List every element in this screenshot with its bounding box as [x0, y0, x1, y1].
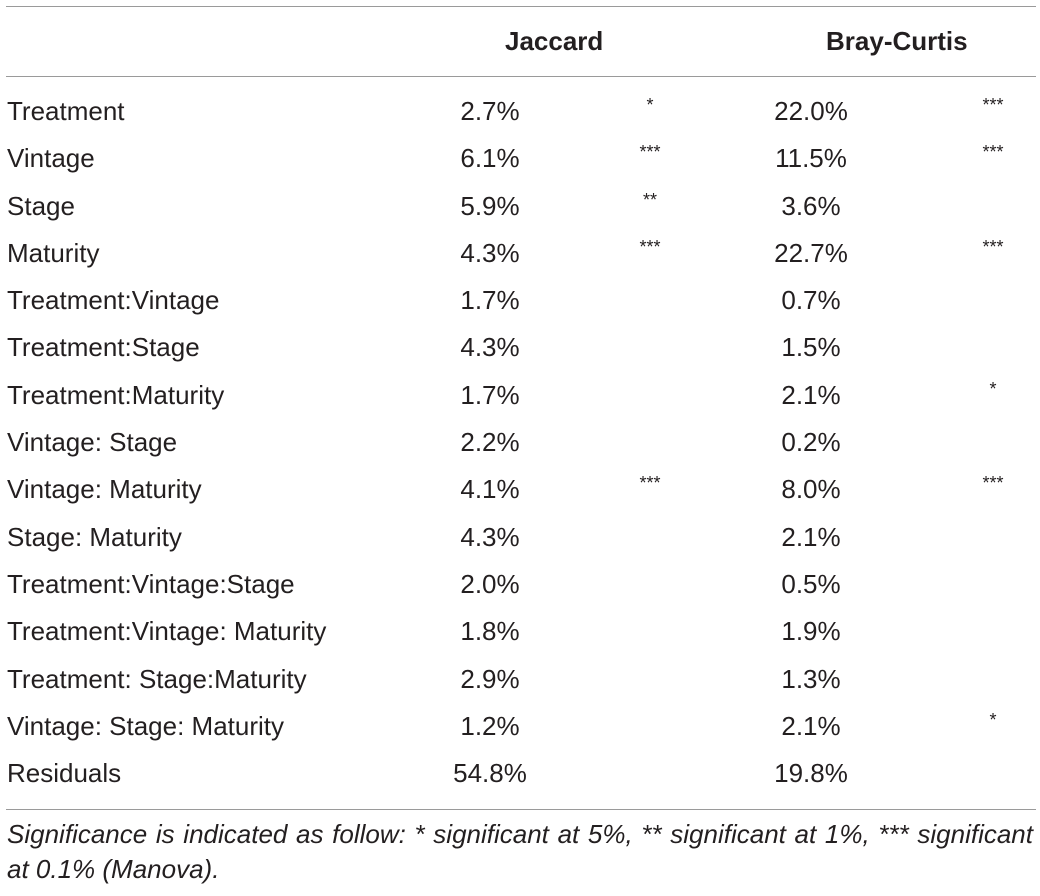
bray-curtis-value: 22.7% — [774, 237, 848, 268]
jaccard-value: 2.9% — [460, 663, 520, 694]
bray-curtis-significance: *** — [982, 473, 1004, 494]
jaccard-value: 6.1% — [460, 143, 520, 174]
row-label: Vintage: Stage: Maturity — [7, 710, 285, 741]
row-label: Vintage: Stage — [7, 427, 178, 458]
jaccard-value: 1.7% — [460, 379, 520, 410]
jaccard-value: 54.8% — [453, 758, 527, 789]
table-row — [0, 750, 1040, 797]
table-row — [0, 324, 1040, 371]
table-row — [0, 419, 1040, 466]
table-row — [0, 703, 1040, 750]
bray-curtis-value: 22.0% — [774, 96, 848, 126]
table-body — [0, 88, 1040, 797]
table-row — [0, 608, 1040, 655]
bray-curtis-value: 11.5% — [775, 143, 847, 174]
table-row — [0, 656, 1040, 703]
column-header-bray-curtis: Bray-Curtis — [826, 26, 968, 56]
table-row — [0, 466, 1040, 513]
jaccard-value: 4.3% — [460, 332, 520, 363]
row-label: Vintage: Maturity — [7, 474, 202, 505]
jaccard-significance: *** — [639, 473, 661, 494]
row-label: Treatment: Stage:Maturity — [7, 663, 307, 694]
row-label: Treatment:Maturity — [7, 379, 225, 410]
bray-curtis-value: 1.9% — [781, 616, 841, 647]
jaccard-significance: ** — [642, 189, 657, 210]
jaccard-value: 1.8% — [460, 616, 520, 647]
jaccard-value: 2.7% — [460, 96, 520, 126]
bray-curtis-value: 1.3% — [781, 663, 841, 694]
bray-curtis-value: 1.5% — [781, 332, 841, 363]
bray-curtis-significance: *** — [982, 142, 1004, 163]
row-label: Treatment:Vintage:Stage — [7, 568, 295, 599]
column-header-jaccard: Jaccard — [505, 26, 604, 56]
jaccard-significance: * — [646, 95, 654, 115]
jaccard-significance: *** — [639, 236, 661, 257]
table-row — [0, 230, 1040, 277]
bray-curtis-value: 0.2% — [781, 427, 841, 458]
bray-curtis-value: 0.5% — [781, 568, 841, 599]
row-label: Residuals — [7, 758, 122, 789]
jaccard-significance: *** — [639, 142, 661, 163]
table-row — [0, 135, 1040, 182]
table-row — [0, 561, 1040, 608]
jaccard-value: 1.7% — [460, 285, 520, 316]
bray-curtis-value: 0.7% — [781, 285, 841, 316]
bray-curtis-value: 2.1% — [781, 521, 841, 552]
bray-curtis-significance: * — [989, 378, 997, 399]
table-row — [0, 88, 1040, 135]
bray-curtis-value: 2.1% — [781, 710, 841, 741]
row-label: Vintage — [7, 143, 95, 174]
table-row — [0, 514, 1040, 561]
row-label: Treatment:Vintage: Maturity — [7, 616, 327, 647]
jaccard-value: 5.9% — [460, 190, 520, 221]
bray-curtis-significance: * — [989, 709, 997, 730]
table-row — [0, 277, 1040, 324]
jaccard-value: 2.0% — [460, 568, 520, 599]
row-label: Treatment:Vintage — [7, 285, 220, 316]
row-label: Stage: Maturity — [7, 521, 182, 552]
row-label: Maturity — [7, 237, 100, 268]
jaccard-value: 4.3% — [460, 237, 520, 268]
jaccard-value: 2.2% — [460, 427, 520, 458]
bray-curtis-value: 19.8% — [774, 758, 848, 789]
bray-curtis-significance: *** — [982, 95, 1004, 115]
table-top-rule — [6, 6, 1036, 7]
jaccard-value: 4.3% — [460, 521, 520, 552]
jaccard-value: 4.1% — [460, 474, 520, 505]
bray-curtis-value: 3.6% — [781, 190, 841, 221]
row-label: Treatment — [7, 96, 125, 126]
significance-footnote: Significance is indicated as follow: * significant at 5%, ** significant at 1%, *** significant at 0.1% (Manova). — [7, 819, 1033, 884]
header-divider-rule — [6, 76, 1036, 77]
bray-curtis-value: 8.0% — [781, 474, 841, 505]
row-label: Treatment:Stage — [7, 332, 200, 363]
bray-curtis-significance: *** — [982, 236, 1004, 257]
bray-curtis-value: 2.1% — [781, 379, 841, 410]
row-label: Stage — [7, 190, 75, 221]
table-row — [0, 372, 1040, 419]
jaccard-value: 1.2% — [460, 710, 520, 741]
table-row — [0, 183, 1040, 230]
table-bottom-rule — [6, 809, 1036, 810]
